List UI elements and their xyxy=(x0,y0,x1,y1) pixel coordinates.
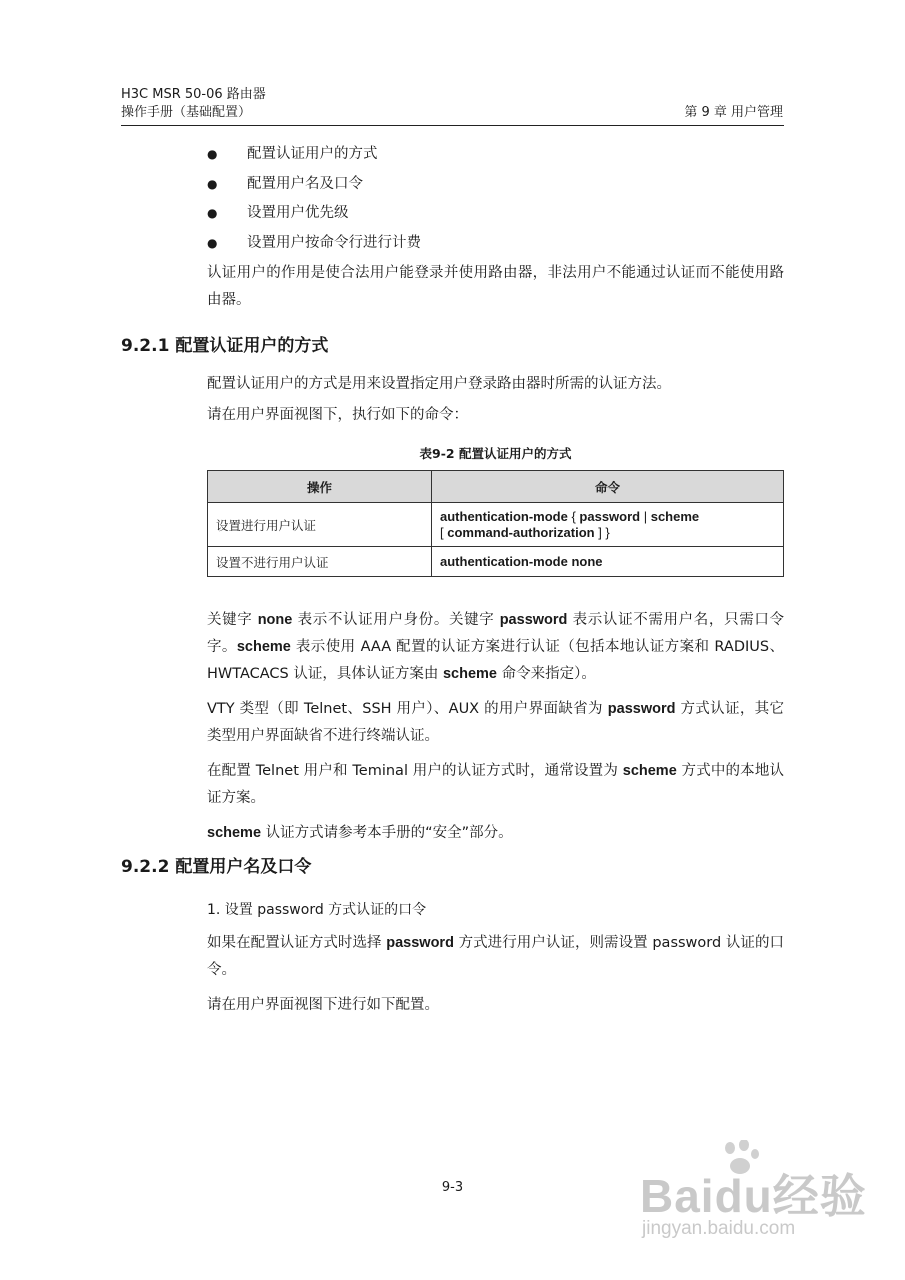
header-chapter: 第 9 章 用户管理 xyxy=(684,105,783,120)
bullet-list xyxy=(207,141,421,259)
watermark-url: jingyan.baidu.com xyxy=(642,1218,796,1239)
table-cell-operation: 设置进行用户认证 xyxy=(208,503,432,547)
telnet-paragraph: 在配置 Telnet 用户和 Teminal 用户的认证方式时，通常设置为 scheme 方式中的本地认证方案。 xyxy=(207,763,784,806)
password-paragraph: 如果在配置认证方式时选择 password 方式进行用户认证，则需设置 password 认证的口令。 xyxy=(207,935,784,978)
config-instruction-paragraph: 请在用户界面视图下进行如下配置。 xyxy=(207,997,439,1013)
section-heading-9-2-2: 9.2.2 配置用户名及口令 xyxy=(121,857,312,877)
header-manual: 操作手册（基础配置） xyxy=(121,105,252,120)
scheme-reference-paragraph: scheme 认证方式请参考本手册的“安全”部分。 xyxy=(207,825,513,841)
list-item: ● 配置用户名及口令 xyxy=(207,171,421,201)
page-header-left xyxy=(121,86,266,122)
auth-mode-table xyxy=(207,470,784,577)
header-rule xyxy=(121,125,784,126)
bullet-dot-icon: ● xyxy=(207,235,218,250)
table-cell-operation: 设置不进行用户认证 xyxy=(208,547,432,577)
vty-paragraph: VTY 类型（即 Telnet、SSH 用户）、AUX 的用户界面缺省为 password 方式认证，其它类型用户界面缺省不进行终端认证。 xyxy=(207,701,785,744)
bullet-dot-icon: ● xyxy=(207,176,218,191)
list-item: ● 配置认证用户的方式 xyxy=(207,141,421,171)
table-caption: 表9-2 配置认证用户的方式 xyxy=(419,446,572,461)
table-row xyxy=(208,503,784,547)
watermark-logo: Baidu经验 xyxy=(640,1170,867,1222)
keyword-paragraph: 关键字 none 表示不认证用户身份。关键字 password 表示认证不需用户名，只需口令字。scheme 表示使用 AAA 配置的认证方案进行认证（包括本地认证方案和 RADIUS、HWTACACS 认证，具体认证方案由 scheme 命令来指定）。 xyxy=(207,612,785,682)
bullet-dot-icon: ● xyxy=(207,147,218,161)
baidu-watermark xyxy=(640,1140,890,1250)
column-header-command: 命令 xyxy=(432,471,784,503)
section-heading-9-2-1: 9.2.1 配置认证用户的方式 xyxy=(121,336,329,356)
table-row xyxy=(208,547,784,577)
section1-paragraph-1: 配置认证用户的方式是用来设置指定用户登录路由器时所需的认证方法。 xyxy=(207,376,671,392)
table-cell-command: authentication-mode { password | scheme [ command-authorization ] } xyxy=(432,503,784,547)
list-item: ● 设置用户优先级 xyxy=(207,200,421,230)
table-header-row xyxy=(208,471,784,503)
intro-paragraph: 认证用户的作用是使合法用户能登录并使用路由器，非法用户不能通过认证而不能使用路由器。 xyxy=(207,265,784,308)
column-header-operation: 操作 xyxy=(208,471,432,503)
subsection-heading: 1. 设置 password 方式认证的口令 xyxy=(207,902,427,918)
list-item: ● 设置用户按命令行进行计费 xyxy=(207,230,421,260)
table-cell-command: authentication-mode none xyxy=(432,547,784,577)
header-product: H3C MSR 50-06 路由器 xyxy=(121,87,266,102)
page-number: 9-3 xyxy=(441,1180,464,1195)
section1-paragraph-2: 请在用户界面视图下，执行如下的命令： xyxy=(207,407,468,423)
bullet-dot-icon: ● xyxy=(207,206,218,220)
